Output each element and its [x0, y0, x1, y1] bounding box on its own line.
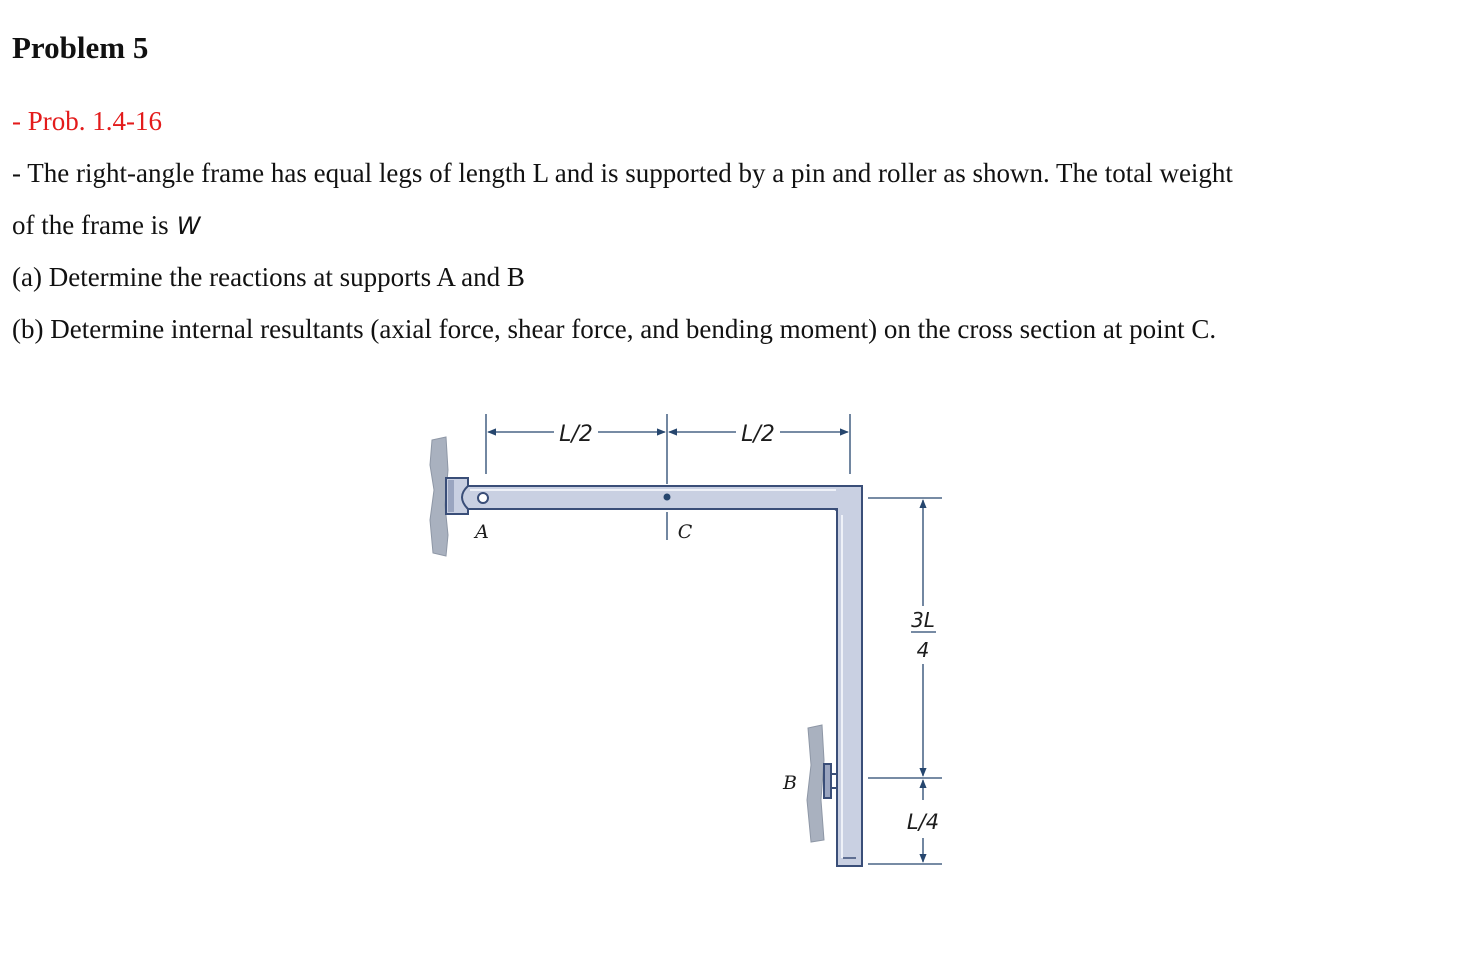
problem-reference: - Prob. 1.4-16: [12, 106, 162, 136]
part-a: (a) Determine the reactions at supports A and B: [12, 262, 525, 292]
label-b: B: [783, 772, 797, 794]
dim-left-label: L/2: [559, 422, 593, 447]
weight-symbol: W: [176, 212, 201, 240]
pin-a-icon: [478, 493, 488, 503]
statement-line-1: - The right-angle frame has equal legs of length L and is supported by a pin and roller as shown. The total weight: [12, 158, 1233, 188]
frame-vertical-leg: [837, 509, 862, 866]
right-wall: [807, 725, 824, 842]
label-a: A: [475, 521, 489, 543]
roller-b-icon: [824, 764, 831, 798]
statement-line-2-text: of the frame is: [12, 210, 169, 240]
label-c: C: [677, 521, 693, 543]
point-c-marker: [664, 494, 671, 501]
part-b: (b) Determine internal resultants (axial force, shear force, and bending moment) on the cross section at point C.: [12, 314, 1217, 344]
dim-right-label: L/2: [741, 422, 775, 447]
dim-vertical-denominator: 4: [916, 638, 930, 662]
top-dimensions: [486, 414, 850, 540]
problem-title: Problem 5: [12, 30, 149, 65]
dim-vertical-numerator: 3L: [911, 608, 935, 632]
dim-lower-label: L/4: [906, 810, 940, 834]
